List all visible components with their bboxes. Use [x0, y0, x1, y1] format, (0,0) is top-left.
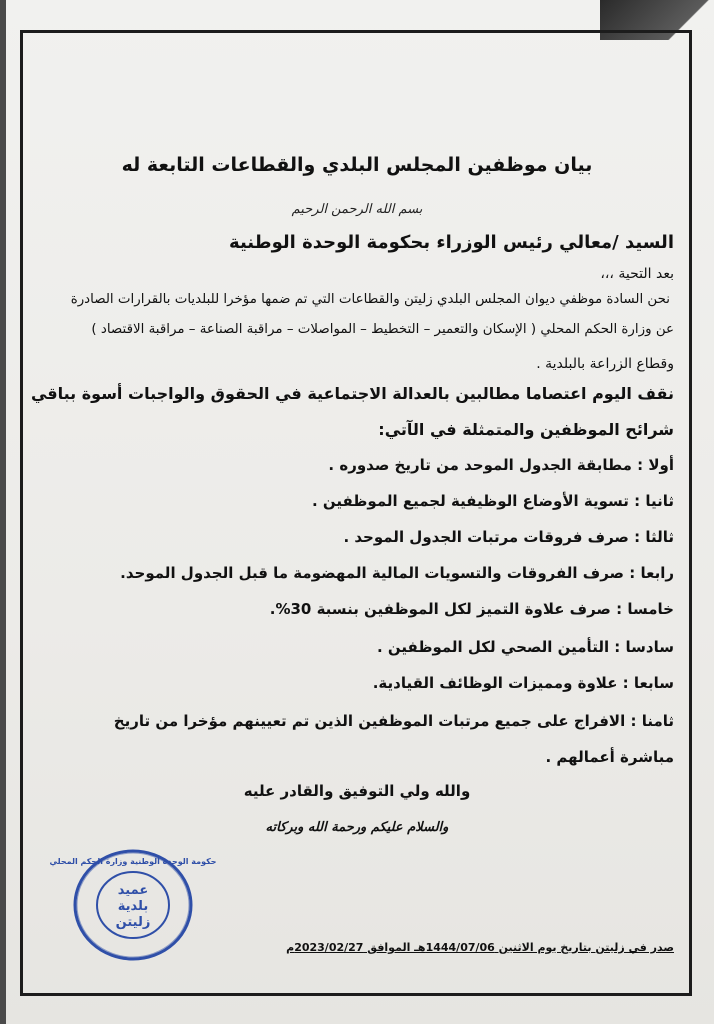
issue-date-footer: صدر في زليتن بتاريخ يوم الاثنين 1444/07/06هـ الموافق 2023/02/27م: [286, 941, 674, 954]
list-item-3: ثالثا : صرف فروقات مرتبات الجدول الموحد .: [343, 528, 674, 546]
greeting: بعد التحية ،،،: [600, 266, 674, 282]
intro-line-3: وقطاع الزراعة بالبلدية .: [536, 356, 674, 372]
closing-line-1: والله ولي التوفيق والقادر عليه: [243, 782, 471, 800]
intro-line-1: نحن السادة موظفي ديوان المجلس البلدي زليتن والقطاعات التي تم ضمها مؤخرا للبلديات بالقرارات الصادرة: [70, 292, 670, 307]
list-item-7: سابعا : علاوة ومميزات الوظائف القيادية.: [372, 674, 674, 692]
document-title: بيان موظفين المجلس البلدي والقطاعات التابعة له: [121, 154, 593, 176]
list-item-2: ثانيا : تسوية الأوضاع الوظيفية لجميع الموظفين .: [311, 492, 674, 510]
stamp-center-line-2: بلدية: [117, 899, 149, 914]
demand-line-2: شرائح الموظفين والمتمثلة في الآتي:: [378, 420, 674, 439]
closing-line-2: والسلام عليكم ورحمة الله وبركاته: [265, 820, 449, 835]
list-item-8: ثامنا : الافراج على جميع مرتبات الموظفين الذين تم تعيينهم مؤخرا من تاريخ: [113, 712, 674, 730]
intro-line-2: عن وزارة الحكم المحلي ( الإسكان والتعمير – التخطيط – المواصلات – مراقبة الصناعة – مراقبة الاقتصاد ): [91, 322, 674, 337]
official-stamp: [49, 846, 217, 964]
list-item-6: سادسا : التأمين الصحي لكل الموظفين .: [377, 638, 674, 656]
demand-line-1: نقف اليوم اعتصاما مطالبين بالعدالة الاجتماعية في الحقوق والواجبات أسوة بباقي: [30, 384, 674, 403]
list-item-5: خامسا : صرف علاوة التميز لكل الموظفين بنسبة 30%.: [269, 600, 674, 618]
list-item-1: أولا : مطابقة الجدول الموحد من تاريخ صدوره .: [328, 456, 674, 474]
list-item-8-continued: مباشرة أعمالهم .: [545, 748, 674, 766]
stamp-center-line-3: زليتن: [115, 915, 151, 930]
addressee: السيد /معالي رئيس الوزراء بحكومة الوحدة الوطنية: [229, 232, 674, 253]
stamp-center-line-1: عميد: [117, 883, 149, 898]
stamp-ring-text: حكومة الوحدة الوطنية وزارة الحكم المحلي: [49, 857, 217, 866]
list-item-4: رابعا : صرف الفروقات والتسويات المالية المهضومة ما قبل الجدول الموحد.: [120, 564, 674, 582]
basmala: بسم الله الرحمن الرحيم: [291, 202, 423, 217]
